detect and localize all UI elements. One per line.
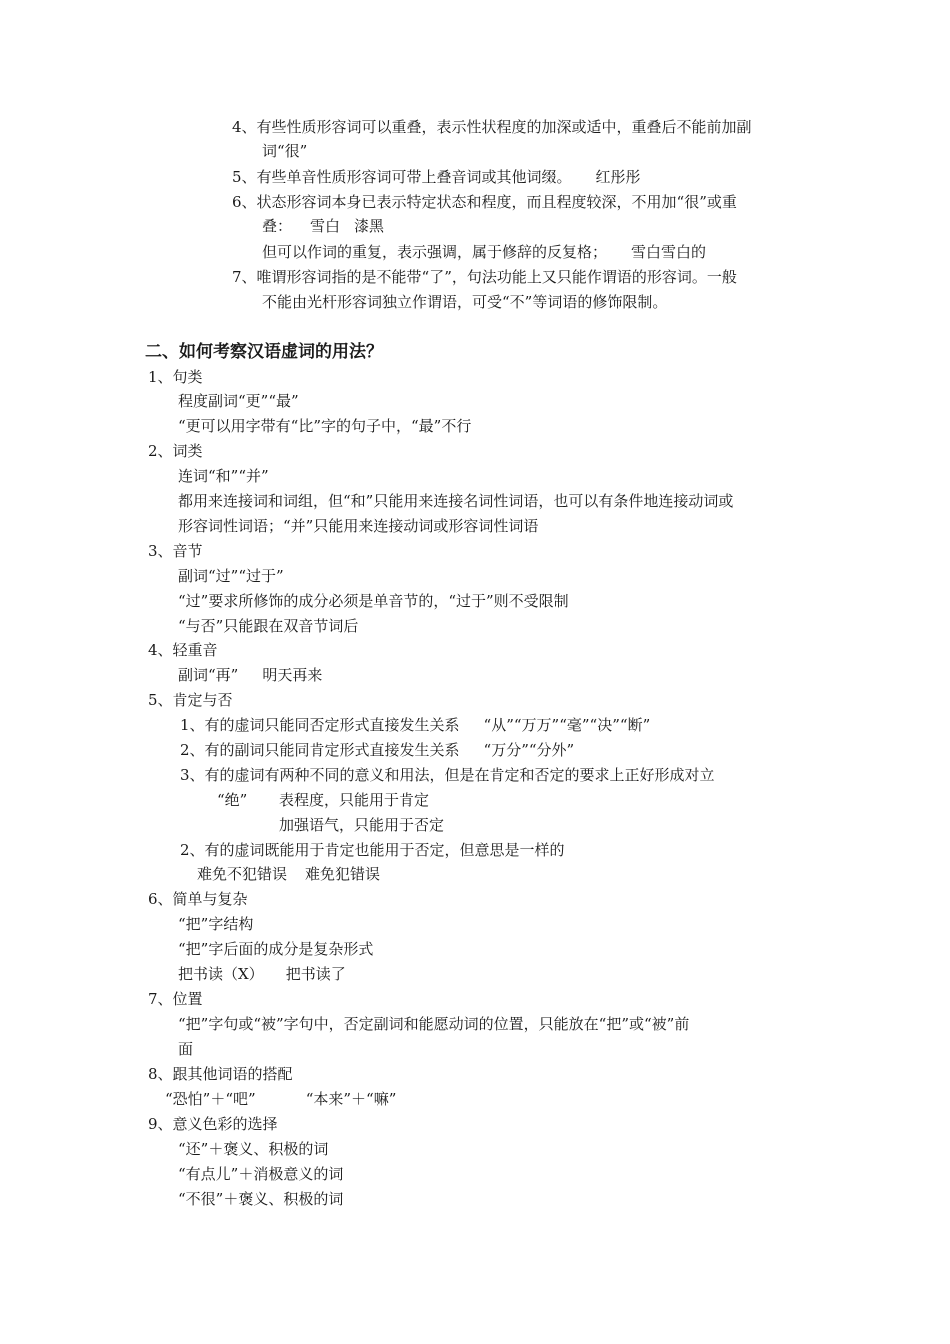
s4-word: 副词“再” [178,666,239,684]
s1-line1: 程度副词“更”“最” [178,392,299,410]
item6-line3-text: 但可以作词的重复，表示强调，属于修辞的反复格； [262,243,608,261]
item7-line2: 不能由光杆形容词独立作谓语，可受“不”等词语的修饰限制。 [262,293,668,311]
section-heading: 二、如何考察汉语虚词的用法？ [145,342,383,362]
s5-point4-example1: 难免不犯错误 [197,865,288,883]
s3-line2: “过”要求所修饰的成分必须是单音节的，“过于”则不受限制 [178,592,569,610]
s6-line3 [178,964,346,984]
s5-point3-word: “绝” [217,791,248,809]
s9-line2: “有点儿”＋消极意义的词 [178,1165,344,1183]
s4-line1 [178,665,322,685]
s5-point1 [180,715,650,735]
s9-line3: “不很”＋褒义、积极的词 [178,1190,344,1208]
s6-example-wrong: 把书读（X） [178,965,264,983]
s7-title: 7、位置 [148,990,203,1008]
item6-line3-example: 雪白雪白的 [631,243,707,261]
s5-point2 [180,740,574,760]
s6-example-right: 把书读了 [285,965,346,983]
s5-point2-examples: “万分”“分外” [483,741,575,759]
item6-line2 [262,216,384,236]
s8-collocation1: “恐怕”＋“吧” [165,1090,256,1108]
s2-line1: 连词“和”“并” [178,467,269,485]
item4-line1: 4、有些性质形容词可以重叠，表示性状程度的加深或适中，重叠后不能前加副 [232,118,752,136]
item6-example1: 雪白 [310,217,341,235]
s5-point4-examples [197,864,380,884]
s3-title: 3、音节 [148,542,203,560]
s7-line1: “把”字句或“被”字句中，否定副词和能愿动词的位置，只能放在“把”或“被”前 [178,1015,690,1033]
s2-line3: 形容词性词语；“并”只能用来连接动词或形容词性词语 [178,517,539,535]
s5-title: 5、肯定与否 [148,691,233,709]
s2-line2: 都用来连接词和词组，但“和”只能用来连接名词性词语，也可以有条件地连接动词或 [178,492,734,510]
item4-line2: 词“很” [262,142,308,160]
s1-line2: “更可以用字带有“比”字的句子中，“最”不行 [178,417,472,435]
s5-point2-text: 2、有的副词只能同肯定形式直接发生关系 [180,741,460,759]
s8-line1 [165,1089,396,1109]
s6-line2: “把”字后面的成分是复杂形式 [178,940,374,958]
s2-title: 2、词类 [148,442,203,460]
s8-collocation2: “本来”＋“嘛” [305,1090,397,1108]
s9-line1: “还”＋褒义、积极的词 [178,1140,329,1158]
s5-point3: 3、有的虚词有两种不同的意义和用法，但是在肯定和否定的要求上正好形成对立 [180,766,715,784]
s5-point4-example2: 难免犯错误 [305,865,381,883]
s6-line1: “把”字结构 [178,915,254,933]
s5-point4: 2、有的虚词既能用于肯定也能用于否定，但意思是一样的 [180,841,565,859]
s7-line2: 面 [178,1040,194,1058]
s5-point1-examples: “从”“万万”“毫”“决”“断” [483,716,651,734]
s9-title: 9、意义色彩的选择 [148,1115,278,1133]
item6-label: 叠： [262,217,293,235]
s5-point1-text: 1、有的虚词只能同否定形式直接发生关系 [180,716,460,734]
item6-example2: 漆黑 [354,217,385,235]
s3-line3: “与否”只能跟在双音节词后 [178,617,359,635]
item6-line3 [262,242,706,262]
s5-point3-meaning1: 表程度，只能用于肯定 [279,791,430,809]
s1-title: 1、句类 [148,368,203,386]
item6-line1: 6、状态形容词本身已表示特定状态和程度，而且程度较深，不用加“很”或重 [232,193,737,211]
s5-point3-meaning2: 加强语气，只能用于否定 [279,816,445,834]
item7-line1: 7、唯谓形容词指的是不能带“了”，句法功能上又只能作谓语的形容词。一般 [232,268,737,286]
s8-title: 8、跟其他词语的搭配 [148,1065,293,1083]
item5-example: 红彤彤 [595,168,641,186]
s4-example: 明天再来 [262,666,323,684]
s6-title: 6、简单与复杂 [148,890,248,908]
s4-title: 4、轻重音 [148,641,218,659]
item5-line [232,167,641,187]
item5-text: 5、有些单音性质形容词可带上叠音词或其他词缀。 [232,168,572,186]
s3-line1: 副词“过”“过于” [178,567,284,585]
